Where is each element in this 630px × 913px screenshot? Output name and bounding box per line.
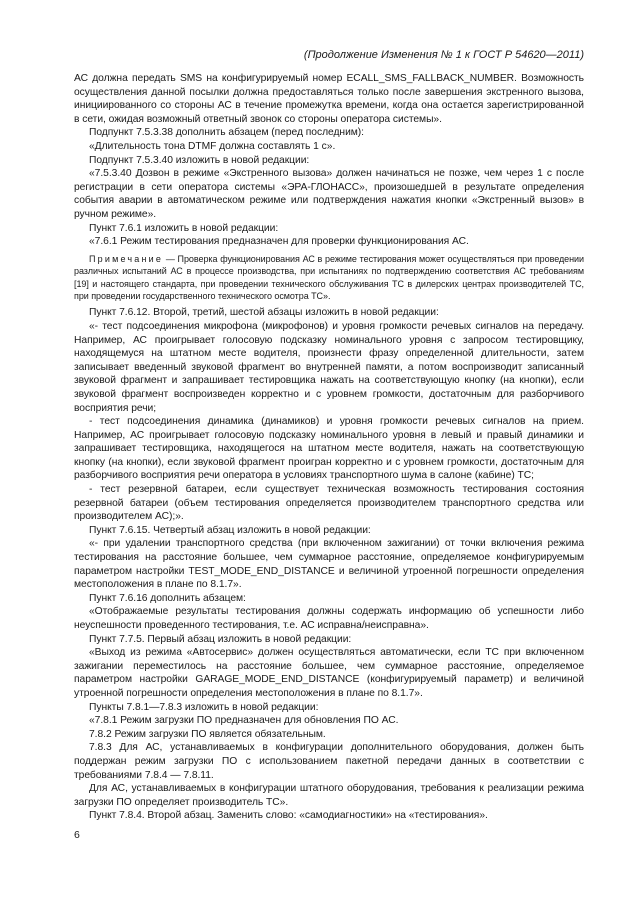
running-header: (Продолжение Изменения № 1 к ГОСТ Р 54620—2011) bbox=[303, 49, 584, 61]
paragraph: «Отображаемые результаты тестирования должны содержать информацию об успешности либо неуспешности проведенного тестирования, т.е. АС исправна/неисправна». bbox=[74, 606, 584, 631]
paragraph: Подпункт 7.5.3.38 дополнить абзацем (перед последним): bbox=[89, 127, 364, 139]
note-text: — Проверка функционирования АС в режиме тестирования может осуществляться при проведении различных испытаний АС в процессе производства, при испытаниях по подтверждению соответствия АС требованиям [19] и настоящего стандарта, при проведении технического обслуживания ТС в дилерских центрах производителей ТС, при проведении государственного технического осмотра ТС». bbox=[74, 253, 584, 301]
paragraph: АС должна передать SMS на конфигурируемый номер ECALL_SMS_FALLBACK_NUMBER. Возможность осуществления данной посылки должна предоставляться только после завершения экстренного вызова, инициированного со стороны АС в течение промежутка времени, когда она остается зарегистрированной в сети, ожидая возможный ответный звонок со стороны оператора системы». bbox=[74, 73, 584, 125]
paragraph: Для АС, устанавливаемых в конфигурации штатного оборудования, требования к реализации режима загрузки ПО определяет производитель ТС». bbox=[74, 783, 584, 808]
paragraph: «- при удалении транспортного средства (при включенном зажигании) от точки включения режима тестирования на расстояние большее, чем суммарное расстояние, определяемое конфигурируемым параметром настройки TEST_MODE_END_DISTANCE и величиной утроенной погрешности определения местоположения в плане по 8.1.7». bbox=[74, 538, 584, 591]
paragraph: «7.8.1 Режим загрузки ПО предназначен для обновления ПО АС. bbox=[89, 715, 399, 727]
paragraph: «- тест подсоединения микрофона (микрофонов) и уровня громкости речевых сигналов на передачу. Например, АС проигрывает голосовую подсказку номинального уровня с запросом тестировщику, находящемуся на штатном месте водителя, произнести фразу определенной длительности, затем записывает введенный звуковой фрагмент во внутренней памяти, а потом воспроизводит записанный звуковой фрагмент и запрашивает тестировщика нажать на соответствующую кнопку (на кнопки), если звуковой фрагмент воспроизведен корректно и с уровнем громкости, достаточным для разборчивого восприятия речи; bbox=[74, 320, 584, 414]
paragraph: «7.5.3.40 Дозвон в режиме «Экстренного вызова» должен начинаться не позже, чем через 1 с после регистрации в сети оператора системы «ЭРА-ГЛОНАСС», произошедшей в результате определения события аварии в автоматическом режиме или подтверждения нажатия кнопки «Экстренный вызов» в ручном режиме». bbox=[74, 168, 584, 220]
paragraph: - тест подсоединения динамика (динамиков) и уровня громкости речевых сигналов на прием. Например, АС проигрывает голосовую подсказку номинального уровня в левый и правый динамики и запрашивает тестировщика, находящегося на штатном месте водителя, нажать на соответствующую кнопку (на кнопки), если звуковой фрагмент проигран корректно и с уровнем громкости, достаточным для разборчивого восприятия речи оператора в условиях транспортного шума в салоне (кабине) ТС; bbox=[74, 416, 584, 482]
paragraph: Пункт 7.6.12. Второй, третий, шестой абзацы изложить в новой редакции: bbox=[89, 307, 439, 319]
paragraph: 7.8.2 Режим загрузки ПО является обязательным. bbox=[89, 728, 326, 740]
paragraph: Пункт 7.6.16 дополнить абзацем: bbox=[89, 592, 246, 604]
paragraph: Пункт 7.6.15. Четвертый абзац изложить в новой редакции: bbox=[89, 524, 371, 536]
paragraph: Пункт 7.6.1 изложить в новой редакции: bbox=[89, 222, 279, 234]
paragraph: Подпункт 7.5.3.40 изложить в новой редакции: bbox=[89, 154, 310, 166]
paragraph: 7.8.3 Для АС, устанавливаемых в конфигурации дополнительного оборудования, должен быть поддержан режим загрузки ПО с использованием пакетной передачи данных в соответствии с требованиями 7.8.4 — 7.8.11. bbox=[74, 742, 584, 781]
paragraph: Пункты 7.8.1—7.8.3 изложить в новой редакции: bbox=[89, 701, 319, 713]
page-number: 6 bbox=[74, 829, 80, 841]
paragraph: «7.6.1 Режим тестирования предназначен для проверки функционирования АС. bbox=[89, 236, 469, 248]
paragraph: Пункт 7.7.5. Первый абзац изложить в новой редакции: bbox=[89, 633, 352, 645]
paragraph: «Выход из режима «Автосервис» должен осуществляться автоматически, если ТС при включенном зажигании переместилось на расстояние большее, чем суммарное расстояние, определяемое параметром настройки GARAGE_MODE_END_DISTANCE (конфигурируемый параметр) и величиной утроенной погрешности определения местоположения в плане по 8.1.7». bbox=[74, 647, 584, 699]
paragraph: - тест резервной батареи, если существует техническая возможность тестирования состояния резервной батареи (объем тестирования определяется производителем транспортного средства или производителем АС);». bbox=[74, 484, 584, 523]
note-label: Примечание bbox=[89, 253, 164, 264]
body-text bbox=[74, 72, 584, 823]
note-paragraph bbox=[74, 253, 584, 303]
paragraph: «Длительность тона DTMF должна составлять 1 с». bbox=[89, 140, 336, 152]
paragraph: Пункт 7.8.4. Второй абзац. Заменить слово: «самодиагностики» на «тестирования». bbox=[89, 810, 488, 822]
